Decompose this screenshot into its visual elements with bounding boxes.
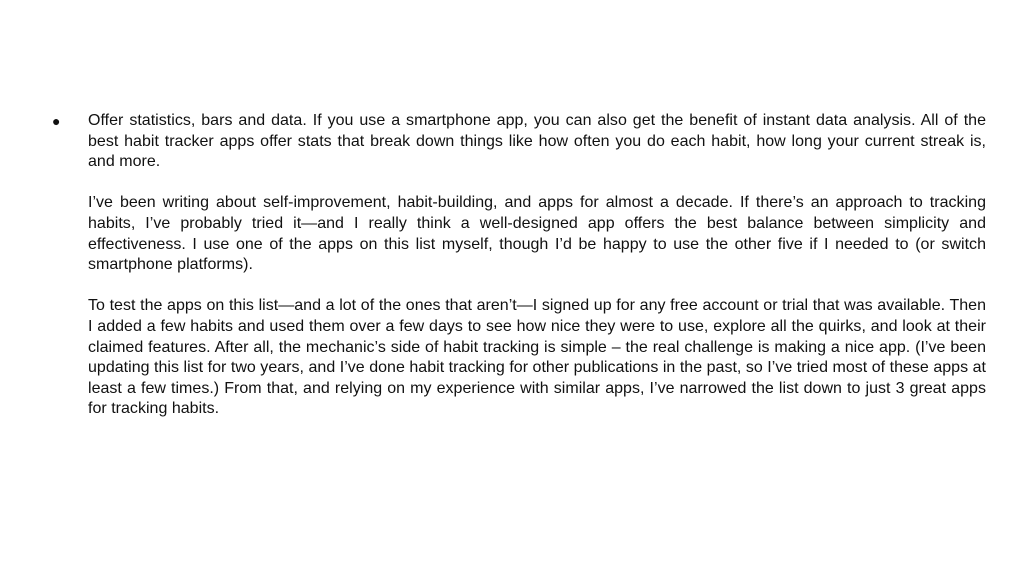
paragraph-statistics: Offer statistics, bars and data. If you use a smartphone app, you can also get the benefit of instant data analysis. All of the best habit tracker apps offer stats that break down things like how often you do each habit, how long your current streak is, and more. bbox=[88, 112, 986, 171]
paragraph-testing-method: To test the apps on this list—and a lot of the ones that aren’t—I signed up for any free account or trial that was available. Then I added a few habits and used them over a few days to see how nice they were to use, explore all the quirks, and look at their claimed features. After all, the mechanic’s side of habit tracking is simple – the real challenge is making a nice app. (I’ve been updating this list for two years, and I’ve done habit tracking for other publications in the past, so I’ve tried most of these apps at least a few times.) From that, and relying on my experience with similar apps, I’ve narrowed the list down to just 3 great apps for tracking habits. bbox=[88, 297, 986, 418]
bullet-icon: ● bbox=[52, 113, 61, 129]
document-content bbox=[52, 111, 986, 420]
bullet-list-item bbox=[52, 111, 986, 420]
paragraph-author-experience: I’ve been writing about self-improvement, habit-building, and apps for almost a decade. If there’s an approach to tracking habits, I’ve probably tried it—and I really think a well-designed app offers the best balance between simplicity and effectiveness. I use one of the apps on this list myself, though I’d be happy to use the other five if I needed to (or switch smartphone platforms). bbox=[88, 194, 986, 274]
bullet-body bbox=[88, 111, 986, 420]
